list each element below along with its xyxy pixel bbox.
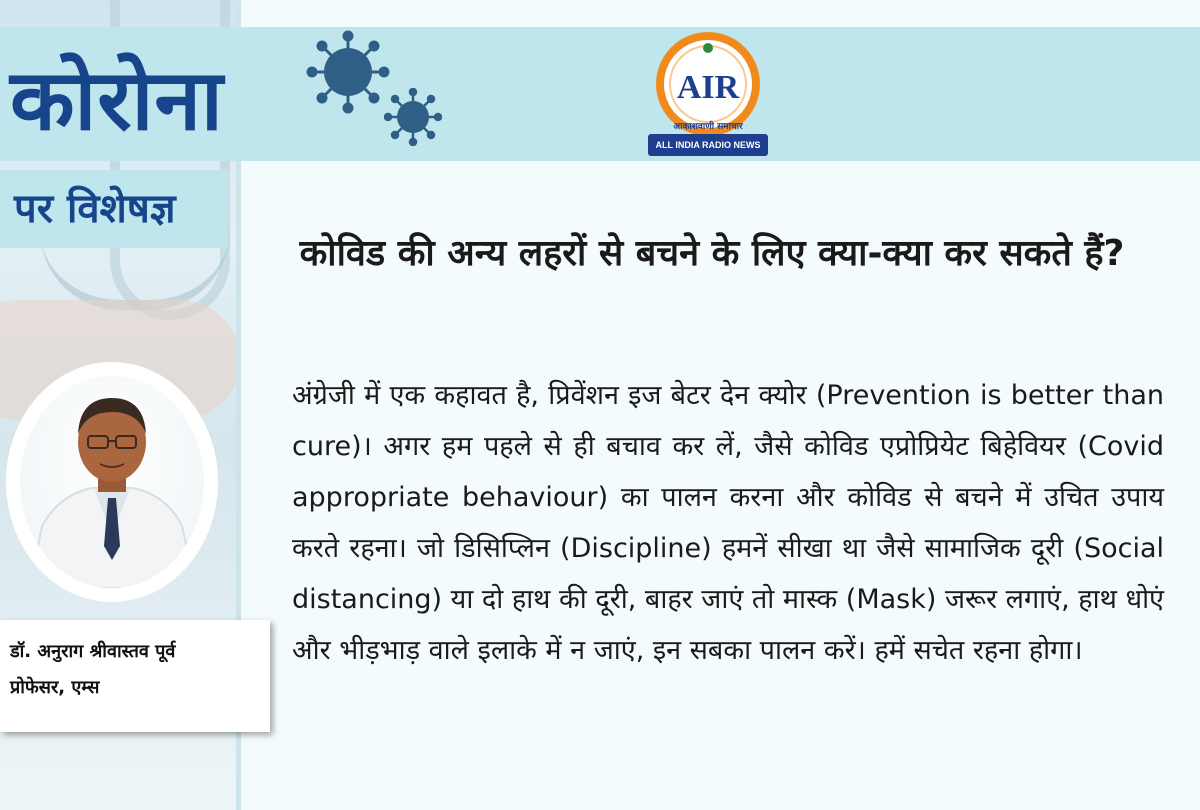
banner-subtitle: पर विशेषज्ञ bbox=[14, 186, 176, 232]
banner-title: कोरोना bbox=[10, 51, 224, 149]
logo-letters: AIR bbox=[676, 69, 740, 106]
expert-name bbox=[10, 634, 260, 706]
expert-name-line-2: प्रोफेसर, एम्स bbox=[10, 677, 100, 698]
subtitle-box bbox=[0, 170, 228, 248]
question-heading: कोविड की अन्य लहरों से बचने के लिए क्या-क्या कर सकते हैं? bbox=[299, 233, 1125, 274]
expert-portrait bbox=[20, 376, 204, 588]
virus-icon bbox=[384, 88, 442, 146]
expert-name-line-1: डॉ. अनुराग श्रीवास्तव पूर्व bbox=[10, 641, 176, 662]
doctor-figure-icon bbox=[20, 376, 204, 588]
expert-name-card bbox=[0, 620, 270, 732]
logo-hindi-caption: आकाशवाणी समाचार bbox=[673, 122, 743, 132]
logo-english-caption: ALL INDIA RADIO NEWS bbox=[648, 134, 768, 156]
answer-text: अंग्रेजी में एक कहावत है, प्रिवेंशन इज बेटर देन क्योर (Prevention is better than cure)। अगर हम पहले से ही बचाव कर लें, जैसे कोविड एप्रोप्रियेट बिहेवियर (Covid appropriate behaviour) का पालन करना और कोविड से बचने में उचित उपाय करते रहना। जो डिसिप्लिन (Discipline) हमनें सीखा था जैसे सामाजिक दूरी (Social distancing) या दो हाथ की दूरी, बाहर जाएं तो मास्क (Mask) जरूर लगाएं, हाथ धोएं और भीड़भाड़ वाले इलाके में न जाएं, इन सबका पालन करें। हमें सचेत रहना होगा। bbox=[292, 380, 1164, 666]
virus-icon bbox=[306, 30, 390, 114]
